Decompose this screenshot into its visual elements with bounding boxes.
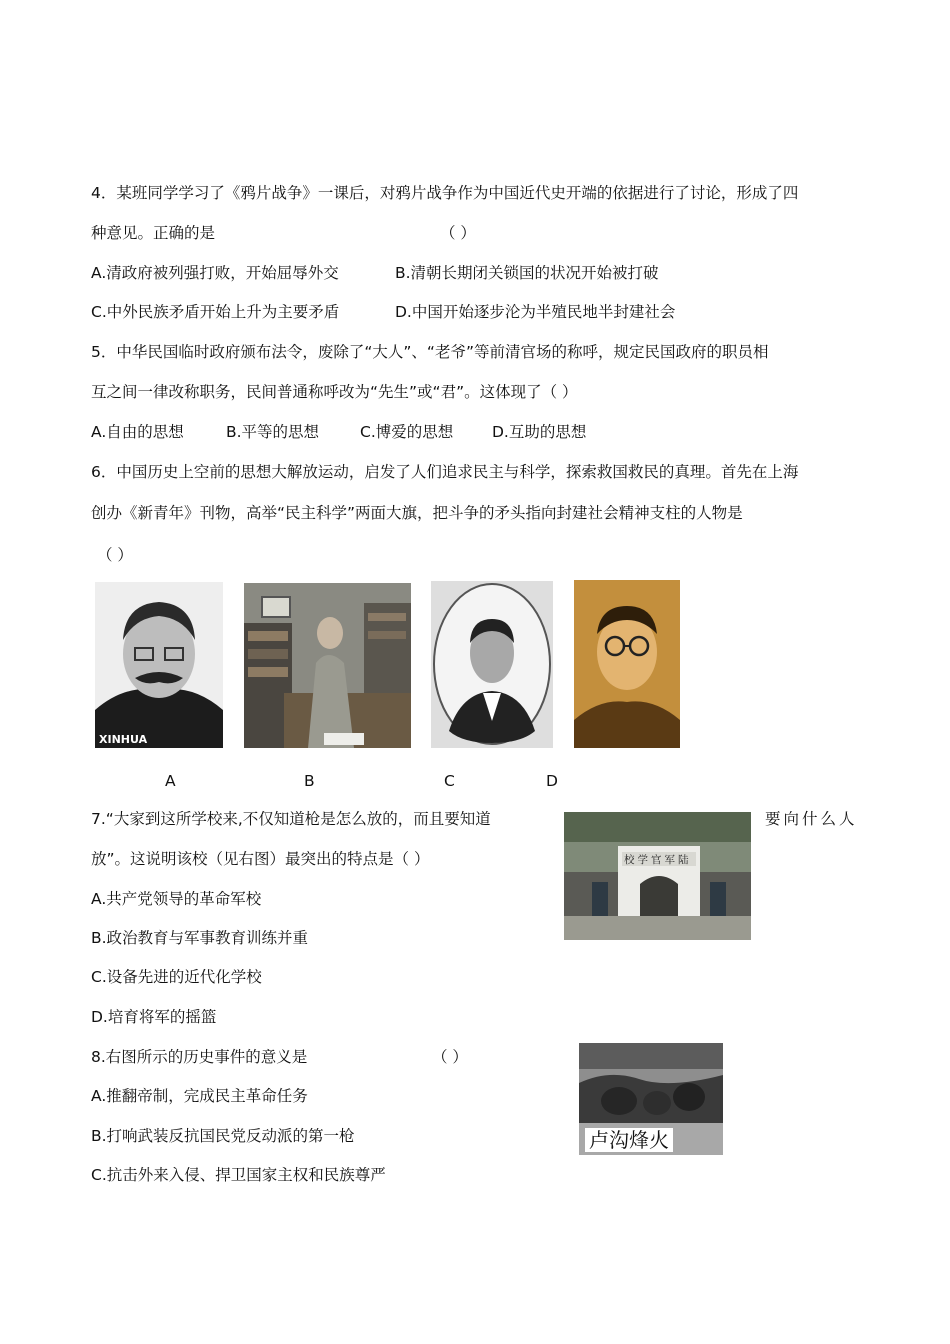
q8-stem: 8.右图所示的历史事件的意义是: [91, 1048, 308, 1066]
portrait-photo-c: [431, 581, 553, 748]
q7-option-b: B.政治教育与军事教育训练并重: [91, 929, 309, 947]
q8-option-c: C.抗击外来入侵、捍卫国家主权和民族尊严: [91, 1166, 386, 1184]
q5-option-c: C.博爱的思想: [360, 423, 454, 441]
q4-option-b: B.清朝长期闭关锁国的状况开始被打破: [395, 264, 659, 282]
q8-option-b: B.打响武装反抗国民党反动派的第一枪: [91, 1127, 355, 1145]
portrait-photo-a: [95, 582, 223, 748]
q6-stem-line2: 创办《新青年》刊物，高举“民主科学”两面大旗，把斗争的矛头指向封建社会精神支柱的人物是: [91, 504, 743, 522]
q4-option-c: C.中外民族矛盾开始上升为主要矛盾: [91, 303, 340, 321]
lugou-bridge-photo: [579, 1043, 723, 1155]
q6-label-d: D: [546, 772, 558, 790]
q4-stem-line2: 种意见。正确的是: [91, 224, 216, 242]
q6-answer-blank: （ ）: [97, 546, 133, 564]
q7-option-c: C.设备先进的近代化学校: [91, 968, 262, 986]
portrait-photo-d: [574, 580, 680, 748]
q6-stem-line1: 6．中国历史上空前的思想大解放运动，启发了人们追求民主与科学，探索救国救民的真理。首先在上海: [91, 463, 799, 481]
q8-option-a: A.推翻帝制，完成民主革命任务: [91, 1087, 308, 1105]
q8-answer-blank: （ ）: [432, 1048, 468, 1066]
q7-stem-line2: 放”。这说明该校（见右图）最突出的特点是（ ）: [91, 850, 430, 868]
q7-option-d: D.培育将军的摇篮: [91, 1008, 217, 1026]
q4-option-a: A.清政府被列强打败，开始屈辱外交: [91, 264, 339, 282]
q6-label-a: A: [165, 772, 176, 790]
q4-option-d: D.中国开始逐步沦为半殖民地半封建社会: [395, 303, 676, 321]
q4-stem-line1: 4．某班同学学习了《鸦片战争》一课后，对鸦片战争作为中国近代史开端的依据进行了讨论，形成了四: [91, 184, 799, 202]
q7-stem-line1-left: 7.“大家到这所学校来,不仅知道枪是怎么放的，而且要知道: [91, 810, 491, 828]
q5-stem-line1: 5．中华民国临时政府颁布法令，废除了“大人”、“老爷”等前清官场的称呼，规定民国政府的职员相: [91, 343, 769, 361]
q5-option-a: A.自由的思想: [91, 423, 184, 441]
lugou-caption: 卢沟烽火: [585, 1128, 673, 1152]
q7-stem-line1-right: 要向什么人: [765, 810, 858, 828]
xinhua-watermark: XINHUA: [99, 733, 148, 746]
q6-label-b: B: [304, 772, 315, 790]
q7-option-a: A.共产党领导的革命军校: [91, 890, 262, 908]
q4-answer-blank: （ ）: [440, 224, 476, 242]
academy-gate-sign: 校学官军陆: [624, 854, 692, 866]
q5-option-b: B.平等的思想: [226, 423, 320, 441]
q5-stem-line2: 互之间一律改称职务，民间普通称呼改为“先生”或“君”。这体现了（ ）: [91, 383, 578, 401]
q5-option-d: D.互助的思想: [492, 423, 587, 441]
portrait-photo-b: [244, 583, 411, 748]
q6-label-c: C: [444, 772, 455, 790]
military-academy-gate-photo: [564, 812, 751, 940]
